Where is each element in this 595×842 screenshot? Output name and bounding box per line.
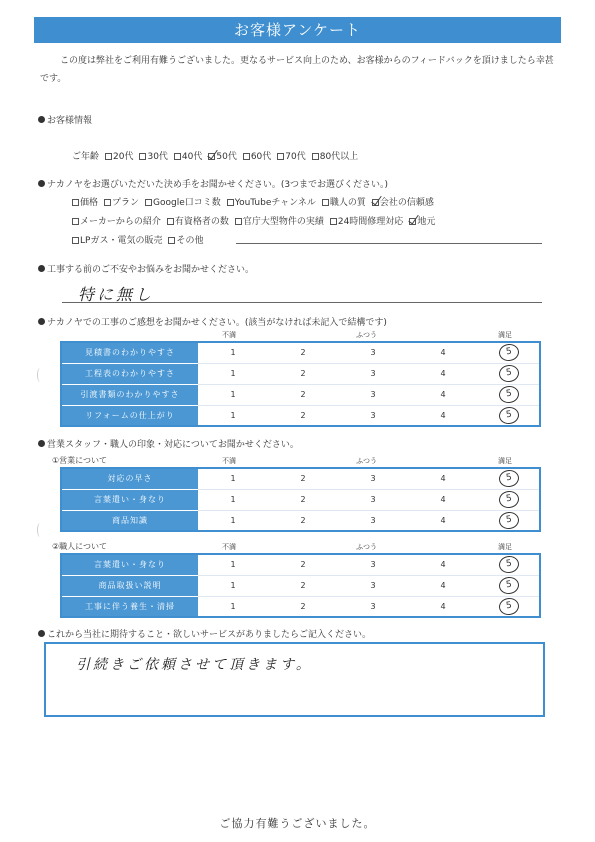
rating-option-1[interactable]: 1: [198, 554, 268, 575]
rating-row: [61, 363, 540, 384]
option-0[interactable]: LPガス・電気の販売: [72, 236, 162, 246]
rating-option-1[interactable]: 1: [198, 575, 268, 596]
rating-option-3[interactable]: 3: [338, 554, 408, 575]
rating-option-2[interactable]: 2: [268, 510, 338, 531]
rating-option-5[interactable]: [478, 596, 540, 617]
concerns-line: [62, 302, 542, 303]
checkbox-icon[interactable]: [104, 199, 111, 206]
checkbox-checked-icon[interactable]: [372, 199, 379, 206]
rating-option-2[interactable]: 2: [268, 554, 338, 575]
selected-score: 5: [497, 385, 519, 405]
rating-option-3[interactable]: 3: [338, 596, 408, 617]
rating-option-4[interactable]: 4: [408, 363, 478, 384]
rating-option-5[interactable]: [478, 384, 540, 405]
age-label: ご年齢: [72, 152, 100, 162]
rating-option-5[interactable]: [478, 554, 540, 575]
craftsmen-table: [60, 553, 541, 618]
margin-mark: [37, 523, 43, 537]
checkbox-icon[interactable]: [167, 218, 174, 225]
rating-row: [61, 468, 540, 489]
rating-option-3[interactable]: 3: [338, 384, 408, 405]
option-4[interactable]: 地元: [409, 217, 435, 227]
checkbox-icon[interactable]: [277, 153, 284, 160]
rating-option-4[interactable]: 4: [408, 575, 478, 596]
rating-row-label: 商品取扱い説明: [61, 575, 198, 596]
selected-score: 5: [497, 576, 519, 596]
sales-label: ①営業について: [52, 456, 108, 465]
rating-row: [61, 342, 540, 363]
rating-option-2[interactable]: 2: [268, 405, 338, 426]
rating-row-label: 言葉遣い・身なり: [61, 554, 198, 575]
age-options: [72, 149, 364, 162]
rating-option-4[interactable]: 4: [408, 554, 478, 575]
rating-option-1[interactable]: 1: [198, 342, 268, 363]
rating-option-3[interactable]: 3: [338, 342, 408, 363]
rating-option-4[interactable]: 4: [408, 489, 478, 510]
option-0[interactable]: 20代: [105, 152, 133, 162]
bullet-icon: [38, 265, 45, 272]
checkbox-icon[interactable]: [312, 153, 319, 160]
rating-row-label: 商品知識: [61, 510, 198, 531]
rating-row-label: 見積書のわかりやすさ: [61, 342, 198, 363]
margin-mark: [37, 368, 43, 382]
rating-row: [61, 596, 540, 617]
bullet-icon: [38, 630, 45, 637]
craftsmen-label: ②職人について: [52, 542, 108, 551]
rating-option-2[interactable]: 2: [268, 468, 338, 489]
checkbox-icon[interactable]: [139, 153, 146, 160]
rating-option-3[interactable]: 3: [338, 468, 408, 489]
concerns-heading: 工事する前のご不安やお悩みをお聞かせください。: [38, 262, 254, 275]
rating-option-5[interactable]: [478, 342, 540, 363]
option-4[interactable]: 60代: [243, 152, 271, 162]
reasons-heading: ナカノヤをお選びいただいた決め手をお聞かせください。(3つまでお選びください。): [38, 177, 388, 190]
rating-option-1[interactable]: 1: [198, 596, 268, 617]
rating-option-1[interactable]: 1: [198, 468, 268, 489]
rating-row: [61, 510, 540, 531]
selected-score: 5: [497, 596, 519, 616]
option-5[interactable]: 70代: [277, 152, 305, 162]
option-6[interactable]: 80代以上: [312, 152, 358, 162]
concerns-answer: 特に無し: [78, 285, 155, 304]
option-3[interactable]: 24時間修理対応: [330, 217, 403, 227]
rating-row: [61, 384, 540, 405]
rating-row-label: 対応の早さ: [61, 468, 198, 489]
impressions-table: [60, 341, 541, 427]
checkbox-icon[interactable]: [72, 199, 79, 206]
footer-thanks: ご協力有難うございました。: [219, 817, 376, 830]
selected-score: 5: [497, 364, 519, 384]
staff-heading: 営業スタッフ・職人の印象・対応についてお聞かせください。: [38, 437, 299, 450]
rating-row-label: 工事に伴う養生・清掃: [61, 596, 198, 617]
checkbox-icon[interactable]: [145, 199, 152, 206]
reasons-row-2: [72, 214, 441, 227]
rating-option-4[interactable]: 4: [408, 596, 478, 617]
rating-option-5[interactable]: [478, 510, 540, 531]
option-5[interactable]: 会社の信頼感: [372, 198, 434, 208]
impressions-heading: ナカノヤでの工事のご感想をお聞かせください。(該当がなければ未記入で結構です): [38, 315, 387, 328]
intro-text: この度は弊社をご利用有難うございました。更なるサービス向上のため、お客様からのフィードバックを頂けましたら幸甚です。: [40, 56, 554, 84]
rating-option-4[interactable]: 4: [408, 342, 478, 363]
option-2[interactable]: 40代: [174, 152, 202, 162]
rating-option-3[interactable]: 3: [338, 405, 408, 426]
rating-row-label: リフォームの仕上がり: [61, 405, 198, 426]
expectations-answer: 引続きご依頼させて頂きます。: [76, 657, 313, 673]
bullet-icon: [38, 318, 45, 325]
option-0[interactable]: 価格: [72, 198, 98, 208]
option-1[interactable]: その他: [168, 236, 203, 246]
rating-option-2[interactable]: 2: [268, 489, 338, 510]
reasons-row-3: [72, 233, 209, 246]
option-1[interactable]: 有資格者の数: [167, 217, 229, 227]
selected-score: 5: [497, 343, 519, 363]
rating-option-2[interactable]: 2: [268, 596, 338, 617]
reasons-row-1: [72, 195, 440, 208]
checkbox-icon[interactable]: [243, 153, 250, 160]
selected-score: 5: [497, 555, 519, 575]
rating-option-3[interactable]: 3: [338, 510, 408, 531]
sales-table: [60, 467, 541, 532]
rating-option-2[interactable]: 2: [268, 363, 338, 384]
rating-option-4[interactable]: 4: [408, 510, 478, 531]
option-1[interactable]: プラン: [104, 198, 139, 208]
checkbox-checked-icon[interactable]: [208, 153, 215, 160]
checkbox-icon[interactable]: [105, 153, 112, 160]
selected-score: 5: [497, 469, 519, 489]
rating-option-4[interactable]: 4: [408, 405, 478, 426]
checkbox-icon[interactable]: [72, 218, 79, 225]
checkbox-icon[interactable]: [322, 199, 329, 206]
rating-option-2[interactable]: 2: [268, 575, 338, 596]
other-line: [236, 243, 542, 244]
checkbox-icon[interactable]: [330, 218, 337, 225]
bullet-icon: [38, 180, 45, 187]
selected-score: 5: [497, 405, 519, 425]
rating-row: [61, 575, 540, 596]
survey-title: お客様アンケート: [34, 17, 561, 43]
selected-score: 5: [497, 490, 519, 510]
expectations-heading: これから当社に期待すること・欲しいサービスがありましたらご記入ください。: [38, 627, 371, 640]
checkbox-icon[interactable]: [72, 237, 79, 244]
rating-option-3[interactable]: 3: [338, 489, 408, 510]
checkbox-icon[interactable]: [235, 218, 242, 225]
option-3[interactable]: YouTubeチャンネル: [227, 198, 316, 208]
rating-option-5[interactable]: [478, 489, 540, 510]
rating-option-3[interactable]: 3: [338, 363, 408, 384]
comment-box[interactable]: [44, 642, 545, 717]
rating-row: [61, 405, 540, 426]
rating-option-2[interactable]: 2: [268, 384, 338, 405]
rating-option-3[interactable]: 3: [338, 575, 408, 596]
rating-option-5[interactable]: [478, 575, 540, 596]
checkbox-checked-icon[interactable]: [409, 218, 416, 225]
option-2[interactable]: Google口コミ数: [145, 198, 221, 208]
rating-option-1[interactable]: 1: [198, 510, 268, 531]
option-2[interactable]: 官庁大型物件の実績: [235, 217, 324, 227]
option-0[interactable]: メーカーからの紹介: [72, 217, 161, 227]
bullet-icon: [38, 440, 45, 447]
rating-option-5[interactable]: [478, 405, 540, 426]
rating-option-1[interactable]: 1: [198, 405, 268, 426]
option-4[interactable]: 職人の質: [322, 198, 366, 208]
rating-option-5[interactable]: [478, 468, 540, 489]
checkbox-icon[interactable]: [168, 237, 175, 244]
rating-row: [61, 554, 540, 575]
rating-option-1[interactable]: 1: [198, 384, 268, 405]
option-1[interactable]: 30代: [139, 152, 167, 162]
rating-option-4[interactable]: 4: [408, 384, 478, 405]
rating-row-label: 引渡書類のわかりやすさ: [61, 384, 198, 405]
rating-option-2[interactable]: 2: [268, 342, 338, 363]
rating-row: [61, 489, 540, 510]
checkbox-icon[interactable]: [174, 153, 181, 160]
rating-option-1[interactable]: 1: [198, 363, 268, 384]
rating-option-1[interactable]: 1: [198, 489, 268, 510]
rating-option-5[interactable]: [478, 363, 540, 384]
selected-score: 5: [497, 510, 519, 530]
rating-row-label: 工程表のわかりやすさ: [61, 363, 198, 384]
bullet-icon: [38, 116, 45, 123]
rating-option-4[interactable]: 4: [408, 468, 478, 489]
rating-row-label: 言葉遣い・身なり: [61, 489, 198, 510]
customer-info-heading: お客様情報: [38, 113, 92, 126]
checkbox-icon[interactable]: [227, 199, 234, 206]
option-3[interactable]: 50代: [208, 152, 236, 162]
